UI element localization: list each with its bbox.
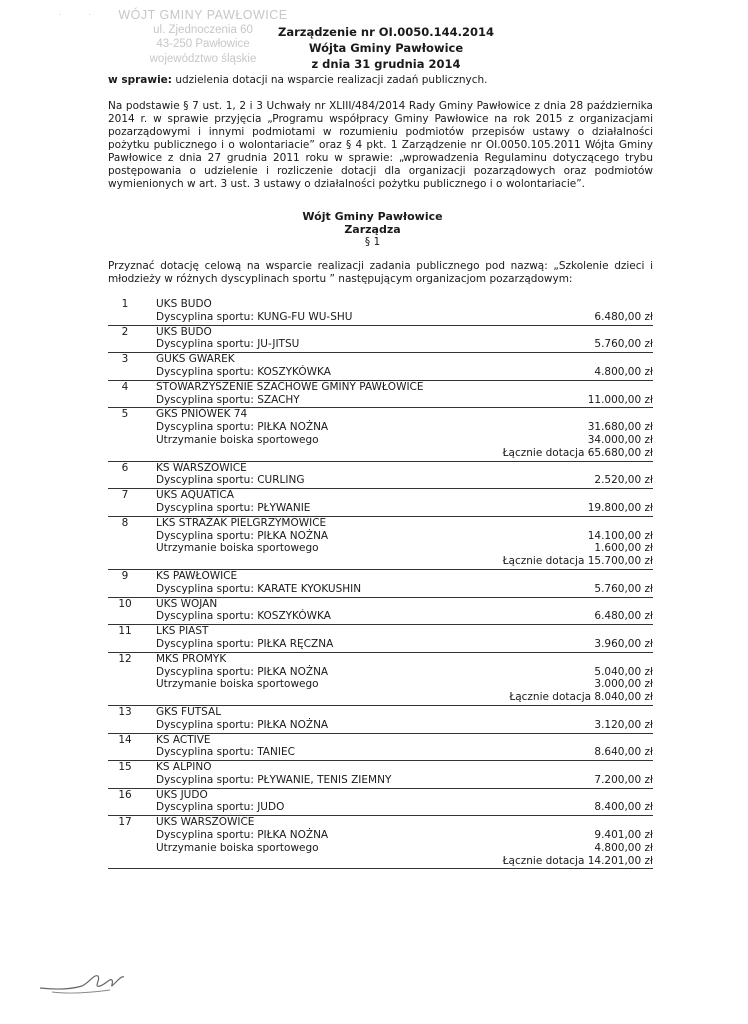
grant-amount: 19.800,00 zł [587, 501, 653, 514]
grant-line [156, 583, 653, 596]
grant-amount: 3.960,00 zł [594, 637, 653, 650]
grant-total: Łącznie dotacja 8.040,00 zł [509, 691, 653, 704]
grant-purpose: Dyscyplina sportu: JU-JITSU [156, 338, 300, 351]
grant-amount: 6.480,00 zł [594, 310, 653, 323]
grant-purpose: Dyscyplina sportu: KOSZYKÓWKA [156, 365, 331, 378]
grant-line [156, 434, 653, 447]
entry-number: 12 [118, 652, 132, 665]
entry-number: 2 [121, 325, 129, 338]
grant-entry [108, 353, 653, 381]
grant-amount: 2.520,00 zł [594, 474, 653, 487]
grant-entry [108, 326, 653, 354]
organization-name: GUKS GWAREK [156, 353, 235, 366]
decree-issuer: Wójt Gminy Pawłowice [302, 210, 443, 223]
document-header [276, 24, 496, 72]
grant-line [156, 774, 653, 787]
grant-entry [108, 706, 653, 734]
entry-number: 8 [121, 516, 129, 529]
grant-line [156, 719, 653, 732]
grant-purpose: Dyscyplina sportu: PIŁKA NOŻNA [156, 665, 329, 678]
grant-entry [108, 789, 653, 817]
grant-line [156, 530, 653, 543]
grant-entry [108, 298, 653, 326]
grant-line [156, 746, 653, 759]
grant-line [156, 829, 653, 842]
grant-amount: 5.040,00 zł [594, 665, 653, 678]
grant-amount: 3.000,00 zł [594, 678, 653, 691]
grant-purpose: Dyscyplina sportu: CURLING [156, 474, 305, 487]
grant-entry [108, 381, 653, 409]
grant-total: Łącznie dotacja 14.201,00 zł [502, 854, 653, 867]
organization-name: GKS PNIÓWEK 74 [156, 408, 248, 421]
organization-name: KS ACTIVE [156, 733, 211, 746]
grant-purpose: Dyscyplina sportu: PIŁKA NOŻNA [156, 718, 329, 731]
organization-name: GKS FUTSAL [156, 705, 222, 718]
grant-amount: 14.100,00 zł [587, 529, 653, 542]
grant-line [156, 394, 653, 407]
organization-name: UKS BUDO [156, 298, 212, 310]
entry-number: 3 [121, 353, 129, 366]
entry-number: 11 [118, 625, 132, 638]
grant-amount: 31.680,00 zł [587, 421, 653, 434]
grant-line [156, 610, 653, 623]
grant-line [156, 801, 653, 814]
section-number: § 1 [364, 236, 381, 248]
grant-line [156, 474, 653, 487]
organization-name: STOWARZYSZENIE SZACHOWE GMINY PAWŁOWICE [156, 380, 424, 393]
grant-line [156, 421, 653, 434]
grant-amount: 34.000,00 zł [587, 433, 653, 446]
grant-amount: 6.480,00 zł [594, 610, 653, 623]
grant-amount: 1.600,00 zł [594, 542, 653, 555]
grant-line [156, 638, 653, 651]
subject-line [108, 74, 488, 86]
organization-name: KS PAWŁOWICE [156, 569, 238, 582]
stamp-line: 43-250 Pawłowice [156, 38, 250, 50]
organization-name: LKS PIAST [156, 625, 209, 638]
grant-entry [108, 489, 653, 517]
grant-total: Łącznie dotacja 65.680,00 zł [502, 446, 653, 459]
entry-number: 10 [118, 597, 132, 610]
grant-list [108, 298, 653, 869]
subject-label: w sprawie: [108, 74, 173, 86]
grant-entry [108, 653, 653, 706]
grant-purpose: Utrzymanie boiska sportowego [156, 841, 319, 854]
decree-verb: Zarządza [344, 223, 401, 236]
grant-intro: Przyznać dotację celową na wsparcie realizacji zadania publicznego pod nazwą: „Szkolenie dzieci i młodzieży w różnych dyscyplinach sportu ” następującym organizacjom pozarządowym: [108, 260, 653, 285]
organization-name: LKS STRAŻAK PIELGRZYMOWICE [156, 516, 327, 529]
entry-number: 5 [121, 408, 129, 421]
grant-purpose: Dyscyplina sportu: KARATE KYOKUSHIN [156, 582, 362, 595]
grant-amount: 5.760,00 zł [594, 338, 653, 351]
stamp-line: WÓJT GMINY PAWŁOWICE [118, 8, 288, 22]
grant-purpose: Utrzymanie boiska sportowego [156, 678, 319, 691]
grant-purpose: Dyscyplina sportu: TANIEC [156, 746, 295, 759]
grant-amount: 8.400,00 zł [594, 801, 653, 814]
grant-amount: 5.760,00 zł [594, 582, 653, 595]
grant-entry [108, 462, 653, 490]
entry-number: 7 [121, 489, 129, 502]
grant-line [156, 338, 653, 351]
entry-number: 9 [121, 569, 129, 582]
grant-amount: 3.120,00 zł [594, 718, 653, 731]
issuer: Wójta Gminy Pawłowice [308, 41, 464, 55]
grant-purpose: Dyscyplina sportu: SZACHY [156, 393, 300, 406]
entry-number: 14 [118, 733, 132, 746]
office-stamp [58, 8, 288, 66]
ordinance-date: z dnia 31 grudnia 2014 [311, 57, 461, 71]
grant-line [156, 366, 653, 379]
grant-entry [108, 734, 653, 762]
grant-line [156, 502, 653, 515]
grant-line [156, 842, 653, 855]
grant-entry [108, 816, 653, 869]
grant-entry [108, 625, 653, 653]
organization-name: UKS WARSZOWICE [156, 816, 255, 829]
entry-number: 16 [118, 788, 132, 801]
organization-name: UKS BUDO [156, 325, 212, 338]
grant-line [156, 311, 653, 324]
organization-name: MKS PROMYK [156, 652, 227, 665]
grant-purpose: Utrzymanie boiska sportowego [156, 542, 319, 555]
grant-amount: 11.000,00 zł [587, 393, 653, 406]
grant-line [156, 542, 653, 555]
stamp-line: ul. Zjednoczenia 60 [153, 23, 253, 36]
grant-entry [108, 570, 653, 598]
legal-basis: Na podstawie § 7 ust. 1, 2 i 3 Uchwały nr XLIII/484/2014 Rady Gminy Pawłowice z dnia 28 października 2014 r. w sprawie przyjęcia „Programu współpracy Gminy Pawłowice na rok 2015 z organizacjami pozarządowymi i innymi podmiotami w rozumieniu podmiotów przepisów ustawy o działalności pożytku publicznego i o wolontariacie” oraz § 4 pkt. 1 Zarządzenie nr OI.0050.105.2011 Wójta Gminy Pawłowice z dnia 27 grudnia 2011 roku w sprawie: „wprowadzenia Regulaminu dotyczącego trybu postępowania o udzielenie i rozliczenie dotacji dla organizacji pozarządowych oraz podmiotów wymienionych w art. 3 ust. 3 ustawy o działalności pożytku publicznego i o wolontariacie”. [108, 100, 653, 190]
grant-purpose: Dyscyplina sportu: KOSZYKÓWKA [156, 610, 331, 623]
organization-name: KS WARSZOWICE [156, 461, 247, 474]
grant-purpose: Dyscyplina sportu: PŁYWANIE [156, 501, 311, 514]
grant-purpose: Dyscyplina sportu: KUNG-FU WU-SHU [156, 310, 353, 323]
grant-amount: 7.200,00 zł [594, 773, 653, 786]
scan-marks: · · [58, 9, 104, 20]
grant-entry [108, 598, 653, 626]
grant-line [156, 666, 653, 679]
grant-purpose: Dyscyplina sportu: PIŁKA NOŻNA [156, 421, 329, 434]
grant-amount: 4.800,00 zł [594, 365, 653, 378]
organization-name: UKS JUDO [156, 788, 208, 801]
grant-amount: 4.800,00 zł [594, 841, 653, 854]
ordinance-number: Zarządzenie nr OI.0050.144.2014 [278, 25, 494, 39]
organization-name: UKS WOJAN [156, 597, 218, 610]
entry-number: 4 [121, 380, 129, 393]
stamp-line: województwo śląskie [149, 52, 257, 65]
signature-scribble [38, 962, 128, 1002]
grant-entry [108, 761, 653, 789]
grant-amount: 8.640,00 zł [594, 746, 653, 759]
entry-number: 17 [118, 816, 132, 829]
organization-name: KS ALPINO [156, 761, 212, 774]
grant-purpose: Dyscyplina sportu: PŁYWANIE, TENIS ZIEMNY [156, 773, 392, 786]
decree-heading [290, 210, 455, 236]
grant-total: Łącznie dotacja 15.700,00 zł [502, 555, 653, 568]
entry-number: 6 [121, 461, 129, 474]
entry-number: 13 [118, 705, 132, 718]
grant-purpose: Dyscyplina sportu: PIŁKA RĘCZNA [156, 637, 334, 650]
grant-purpose: Dyscyplina sportu: PIŁKA NOŻNA [156, 829, 329, 842]
grant-purpose: Dyscyplina sportu: PIŁKA NOŻNA [156, 529, 329, 542]
grant-line [156, 678, 653, 691]
grant-entry [108, 517, 653, 570]
grant-amount: 9.401,00 zł [594, 829, 653, 842]
entry-number: 1 [121, 298, 129, 310]
organization-name: UKS AQUATICA [156, 489, 234, 502]
grant-purpose: Utrzymanie boiska sportowego [156, 433, 319, 446]
entry-number: 15 [118, 761, 132, 774]
grant-purpose: Dyscyplina sportu: JUDO [156, 801, 285, 814]
grant-entry [108, 408, 653, 461]
subject-text: udzielenia dotacji na wsparcie realizacji zadań publicznych. [172, 74, 488, 86]
